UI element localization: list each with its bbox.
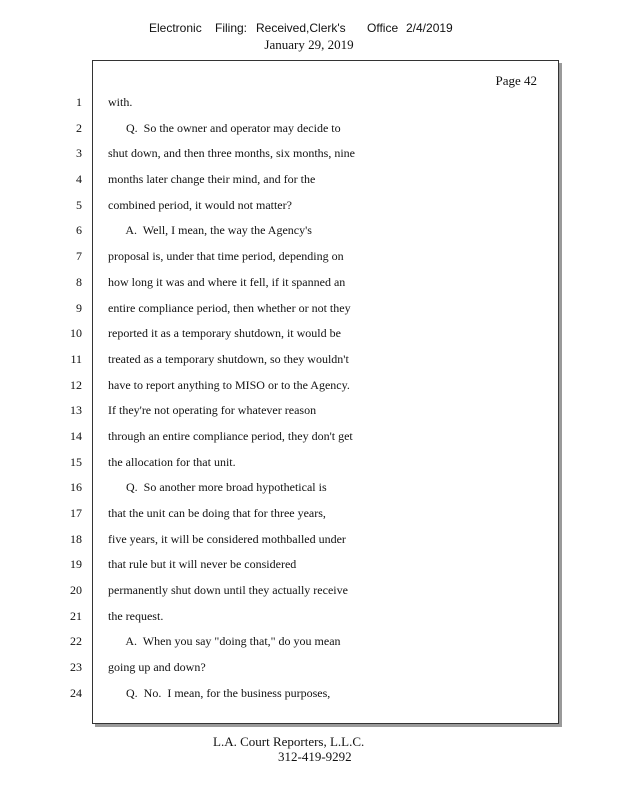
transcript-line [0,500,618,526]
transcript-line [0,680,618,706]
line-number: 18 [70,531,82,546]
line-text: reported it as a temporary shutdown, it would be [108,326,341,341]
line-text: proposal is, under that time period, depending on [108,249,344,264]
line-text: have to report anything to MISO or to the Agency. [108,377,350,392]
line-text: combined period, it would not matter? [108,197,292,212]
line-number: 20 [70,583,82,598]
line-number: 5 [76,197,82,212]
transcript-line [0,372,618,398]
transcript-line [0,449,618,475]
stamp-word-office: Office [367,21,399,35]
filed-date: January 29, 2019 [264,37,354,52]
line-number: 10 [70,326,82,341]
line-number: 23 [70,660,82,675]
line-text: permanently shut down until they actually receive [108,583,348,598]
line-number: 19 [70,557,82,572]
line-text: going up and down? [108,660,206,675]
line-text: treated as a temporary shutdown, so they wouldn't [108,351,349,366]
transcript-line [0,628,618,654]
transcript-line [0,217,618,243]
transcript-line [0,269,618,295]
line-text: that the unit can be doing that for three years, [108,506,326,520]
transcript-line [0,526,618,552]
transcript-line [0,474,618,500]
stamp-date: 2/4/2019 [406,21,453,35]
transcript-line [0,397,618,423]
stamp-word-received: Received,Clerk's [256,21,346,35]
line-number: 6 [76,223,82,238]
line-text: Q. So the owner and operator may decide to [108,120,341,135]
line-number: 13 [70,403,82,418]
transcript-line [0,577,618,603]
line-number: 16 [70,480,82,495]
line-text: A. When you say "doing that," do you mean [108,634,341,649]
line-text: five years, it will be considered mothballed under [108,531,346,546]
transcript-line [0,89,618,115]
transcript-lines [0,89,618,706]
line-number: 21 [70,608,82,623]
line-number: 2 [76,120,82,135]
line-text: If they're not operating for whatever reason [108,403,317,418]
line-text: months later change their mind, and for the [108,172,316,187]
reporter-phone: 312-419-9292 [278,749,352,764]
transcript-line [0,423,618,449]
line-text: through an entire compliance period, they don't get [108,428,353,443]
transcript-line [0,140,618,166]
line-text: how long it was and where it fell, if it spanned an [108,274,346,289]
line-number: 1 [76,95,82,109]
line-text: the request. [108,608,164,623]
transcript-line [0,192,618,218]
line-number: 12 [70,377,82,392]
line-text: A. Well, I mean, the way the Agency's [108,223,312,238]
line-number: 7 [76,249,82,264]
line-text: Q. No. I mean, for the business purposes, [108,685,331,700]
line-number: 15 [70,454,82,469]
line-number: 24 [70,685,82,700]
line-text: entire compliance period, then whether or not they [108,300,351,315]
transcript-line [0,243,618,269]
line-number: 14 [70,428,82,443]
line-number: 4 [76,172,82,187]
line-text: shut down, and then three months, six months, nine [108,146,355,161]
stamp-word-electronic: Electronic [149,21,202,35]
transcript-line [0,551,618,577]
transcript-line [0,603,618,629]
line-number: 11 [70,351,82,366]
line-number: 8 [76,274,82,289]
reporter-firm: L.A. Court Reporters, L.L.C. [213,734,365,749]
line-text: that rule but it will never be considered [108,557,297,572]
transcript-line [0,320,618,346]
page-number: Page 42 [495,73,537,88]
line-text: with. [108,95,133,109]
line-number: 9 [76,300,82,315]
line-number: 22 [70,634,82,649]
line-text: Q. So another more broad hypothetical is [108,480,327,495]
transcript-line [0,295,618,321]
line-number: 17 [70,506,82,520]
transcript-line [0,115,618,141]
line-number: 3 [76,146,82,161]
stamp-word-filing: Filing: [215,21,248,35]
transcript-line [0,346,618,372]
line-text: the allocation for that unit. [108,454,236,469]
transcript-line [0,166,618,192]
transcript-line [0,654,618,680]
